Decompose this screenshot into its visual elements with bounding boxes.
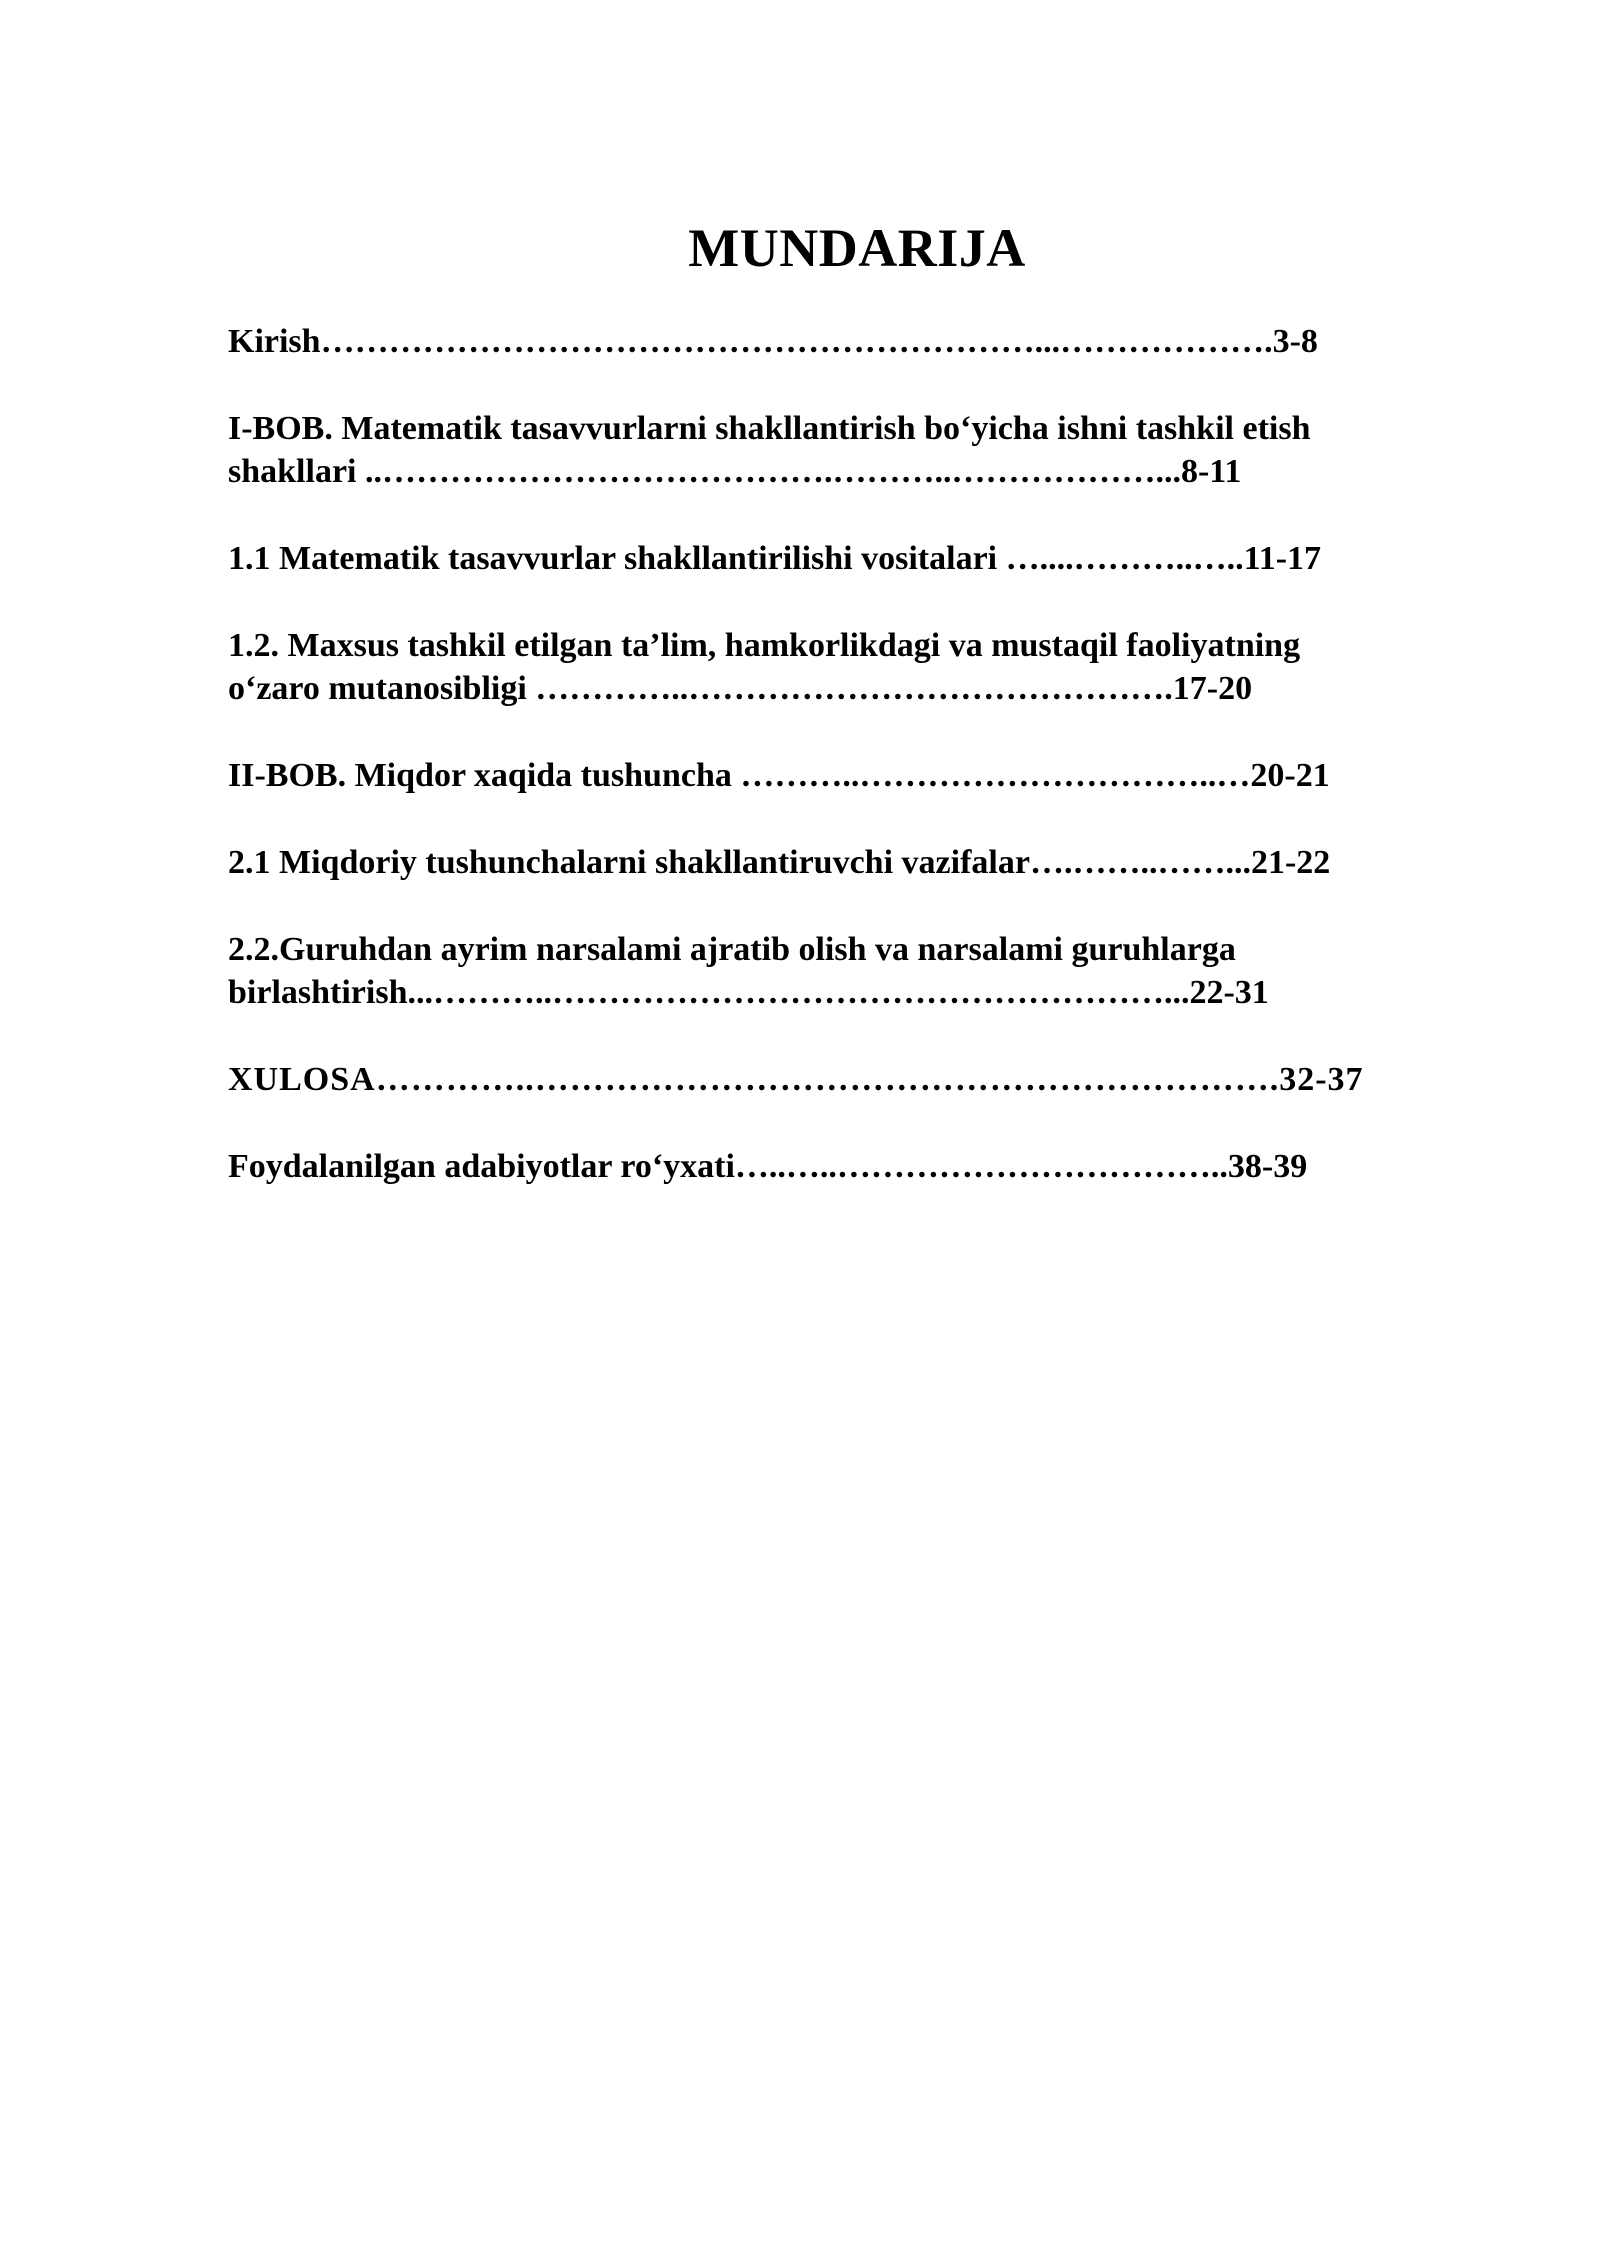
- toc-entry-line: shakllari ..………………………………….………..………………...8-11: [228, 453, 1242, 490]
- toc-entry-line: o‘zaro mutanosibligi …………..…………………………………….17-20: [228, 670, 1253, 707]
- toc-entry-line: Foydalanilgan adabiyotlar ro‘yxati…..…..……………………………..38-39: [228, 1148, 1308, 1185]
- toc-entry-chapter-2: [228, 754, 1330, 797]
- toc-entry-section-2-2: [228, 928, 1269, 1014]
- toc-entry-line: Kirish………………………………………………………...……………….3-8: [228, 323, 1318, 360]
- toc-entry-line: birlashtirish...………..………………………………………………...22-31: [228, 974, 1269, 1011]
- toc-entry-kirish: [228, 320, 1318, 363]
- toc-entry-line: 1.1 Matematik tasavvurlar shakllantirilishi vositalari …....………..…..11-17: [228, 540, 1322, 577]
- page-title: MUNDARIJA: [688, 218, 1026, 278]
- toc-entry-section-1-2: [228, 624, 1300, 710]
- toc-entry-chapter-1: [228, 407, 1311, 493]
- toc-entry-line: 2.2.Guruhdan ayrim narsalami ajratib olish va narsalami guruhlarga: [228, 931, 1236, 968]
- toc-entry-line: 2.1 Miqdoriy tushunchalarni shakllantiruvchi vazifalar….……..……...21-22: [228, 844, 1331, 881]
- toc-entry-line: XULOSA…………..……………………………………………………….32-37: [228, 1061, 1364, 1098]
- toc-entry-references: [228, 1145, 1307, 1188]
- toc-entry-section-1-1: [228, 537, 1321, 580]
- toc-entry-line: I-BOB. Matematik tasavvurlarni shakllantirish bo‘yicha ishni tashkil etish: [228, 410, 1311, 447]
- toc-entry-xulosa: [228, 1058, 1364, 1101]
- toc-entry-line: II-BOB. Miqdor xaqida tushuncha ………..…………………………..…20-21: [228, 757, 1330, 794]
- toc-entry-line: 1.2. Maxsus tashkil etilgan ta’lim, hamkorlikdagi va mustaqil faoliyatning: [228, 627, 1301, 664]
- toc-entry-section-2-1: [228, 841, 1330, 884]
